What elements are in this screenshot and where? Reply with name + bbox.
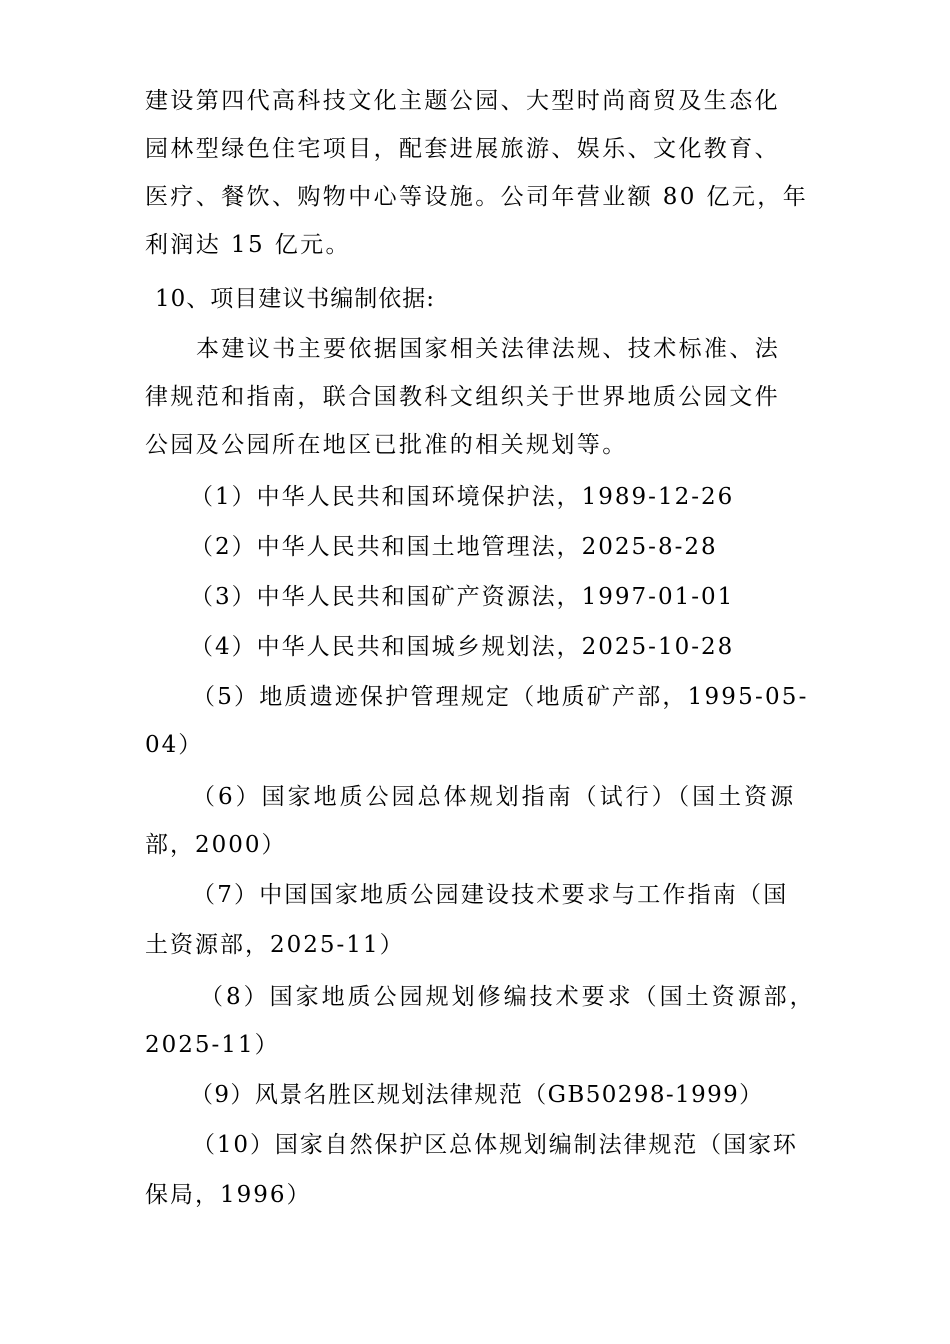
paragraph-line: 利润达 15 亿元。 (145, 232, 351, 258)
list-item: （10）国家自然保护区总体规划编制法律规范（国家环 (192, 1132, 798, 1158)
paragraph-line: 本建议书主要依据国家相关法律法规、技术标准、法 (196, 336, 781, 362)
list-item: （8）国家地质公园规划修编技术要求（国土资源部， (200, 984, 816, 1010)
paragraph-line: 建设第四代高科技文化主题公园、大型时尚商贸及生态化 (145, 88, 780, 114)
list-item: （7）中国国家地质公园建设技术要求与工作指南（国 (192, 882, 789, 908)
list-item: （1）中华人民共和国环境保护法，1989-12-26 (190, 484, 735, 510)
paragraph-line: 公园及公园所在地区已批准的相关规划等。 (145, 432, 628, 458)
list-item: （6）国家地质公园总体规划指南（试行）（国土资源 (192, 784, 797, 810)
list-item: （4）中华人民共和国城乡规划法，2025-10-28 (190, 634, 735, 660)
list-item: （3）中华人民共和国矿产资源法，1997-01-01 (190, 584, 735, 610)
list-item-continuation: 土资源部，2025-11） (145, 932, 405, 958)
list-item-continuation: 部，2000） (145, 832, 287, 858)
paragraph-line: 园林型绿色住宅项目，配套进展旅游、娱乐、文化教育、 (145, 136, 780, 162)
list-item: （9）风景名胜区规划法律规范（GB50298-1999） (190, 1082, 764, 1108)
list-item-continuation: 保局，1996） (145, 1182, 312, 1208)
list-item-continuation: 2025-11） (145, 1032, 280, 1058)
list-item: （2）中华人民共和国土地管理法，2025-8-28 (190, 534, 718, 560)
list-item: （5）地质遗迹保护管理规定（地质矿产部，1995-05- (192, 684, 809, 710)
list-item-continuation: 04） (145, 732, 204, 758)
paragraph-line: 律规范和指南，联合国教科文组织关于世界地质公园文件 (145, 384, 780, 410)
section-heading: 10、项目建议书编制依据: (155, 286, 436, 312)
paragraph-line: 医疗、餐饮、购物中心等设施。公司年营业额 80 亿元，年 (145, 184, 809, 210)
